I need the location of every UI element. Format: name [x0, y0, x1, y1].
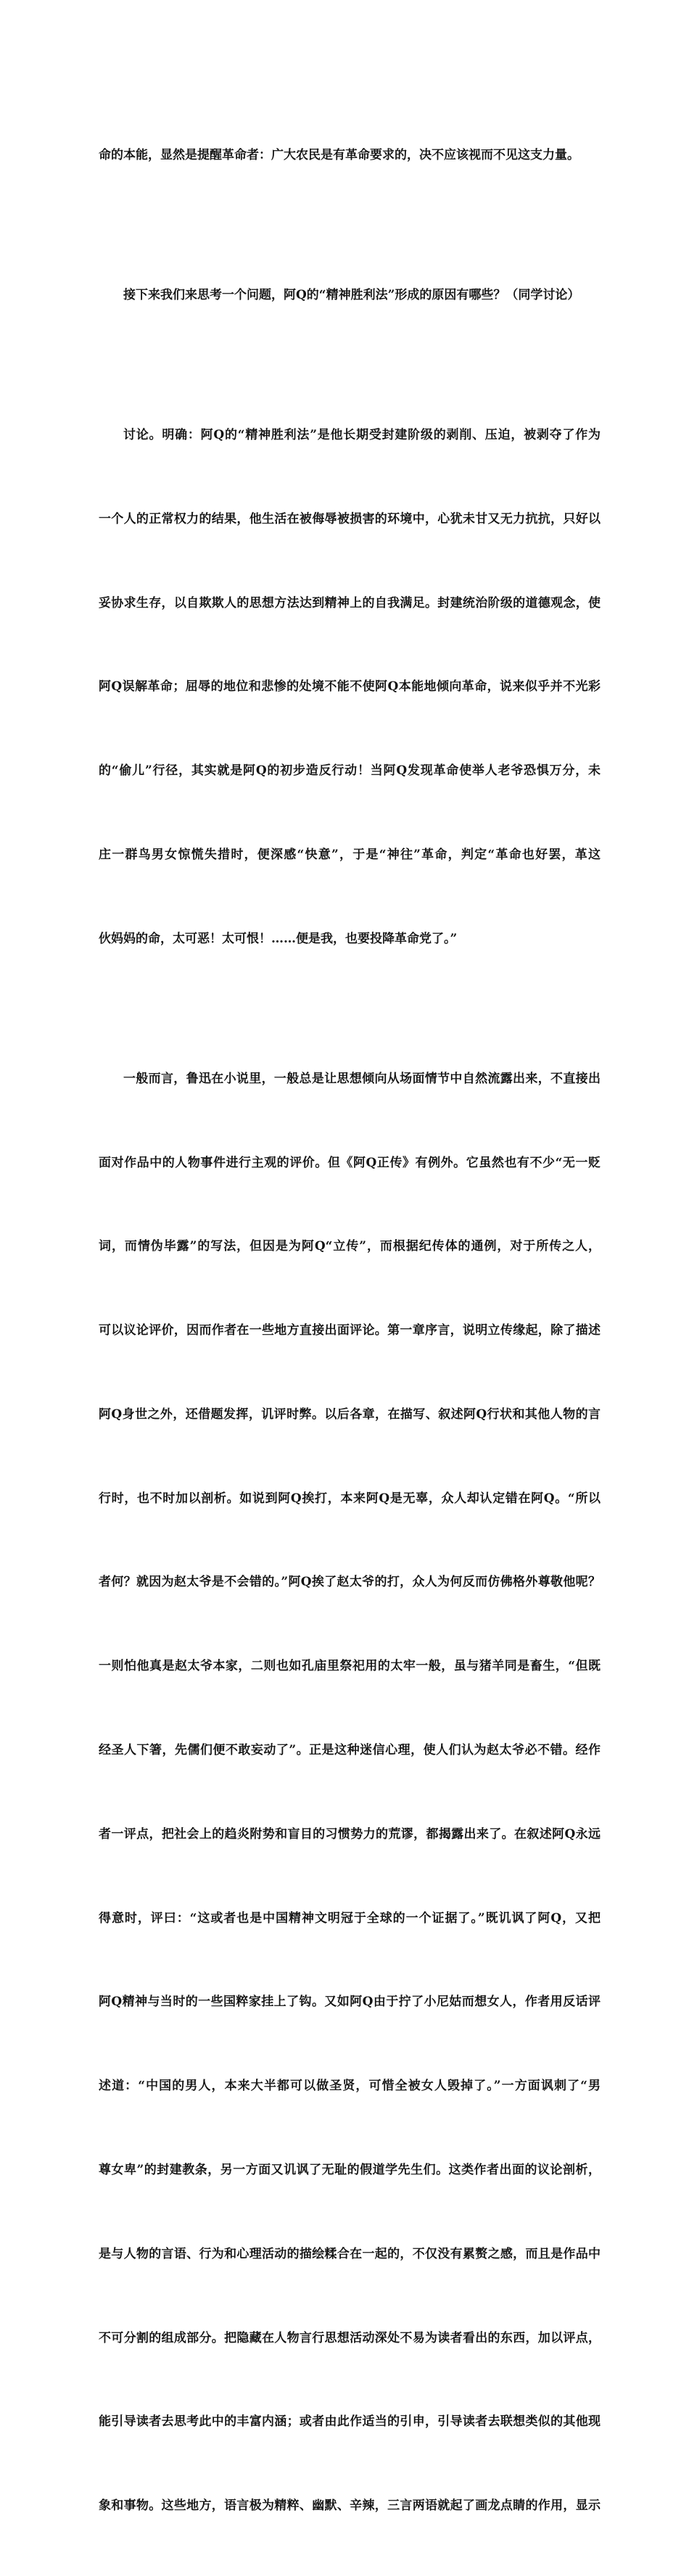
text-line: 词，而情伪毕露”的写法，但因是为阿Q“立传”，而根据纪传体的通例，对于所传之人，	[99, 1239, 601, 1254]
text-line: 讨论。明确：阿Q的“精神胜利法”是他长期受封建阶级的剥削、压迫，被剥夺了作为	[123, 428, 601, 443]
text-line: 者何？就因为赵太爷是不会错的。”阿Q挨了赵太爷的打，众人为何反而仿佛格外尊敬他呢？	[99, 1575, 601, 1590]
text-line: 一个人的正常权力的结果，他生活在被侮辱被损害的环境中，心犹未甘又无力抗抗，只好以	[99, 511, 601, 526]
text-line: 象和事物。这些地方，语言极为精粹、幽默、辛辣，三言两语就起了画龙点睛的作用，显示	[99, 2498, 601, 2514]
paragraph-4	[99, 1009, 601, 2576]
text-line: 是与人物的言语、行为和心理活动的描绘糅合在一起的，不仅没有累赘之感，而且是作品中	[99, 2246, 601, 2261]
text-line: 行时，也不时加以剖析。如说到阿Q挨打，本来阿Q是无辜，众人却认定错在阿Q。“所以	[99, 1491, 601, 1506]
text-line: 妥协求生存，以自欺欺人的思想方法达到精神上的自我满足。封建统治阶级的道德观念，使	[99, 595, 601, 610]
paragraph-2	[99, 225, 601, 365]
text-line: 的“偷儿”行径，其实就是阿Q的初步造反行动！当阿Q发现革命使举人老爷恐惧万分，未	[99, 763, 601, 779]
text-line: 者一评点，把社会上的趋炎附势和盲目的习惯势力的荒谬，都揭露出来了。在叙述阿Q永远	[99, 1826, 601, 1842]
text-line: 伙妈妈的命，太可恶！太可恨！……便是我，也要投降革命党了。”	[99, 931, 458, 946]
paragraph-1	[99, 86, 601, 225]
paragraph-3	[99, 365, 601, 1009]
text-line: 尊女卑”的封建教条，另一方面又讥讽了无耻的假道学先生们。这类作者出面的议论剖析，	[99, 2162, 601, 2177]
text-line: 庄一群鸟男女惊慌失措时，便深感“快意”，于是“神往”革命，判定“革命也好罢，革这	[99, 848, 601, 863]
text-line: 不可分割的组成部分。把隐藏在人物言行思想活动深处不易为读者看出的东西，加以评点，	[99, 2330, 601, 2345]
text-line: 能引导读者去思考此中的丰富内涵；或者由此作适当的引申，引导读者去联想类似的其他现	[99, 2414, 601, 2430]
text-line: 面对作品中的人物事件进行主观的评价。但《阿Q正传》有例外。它虽然也有不少“无一贬	[99, 1155, 601, 1170]
text-line: 命的本能，显然是提醒革命者：广大农民是有革命要求的，决不应该视而不见这支力量。	[99, 148, 579, 163]
text-line: 阿Q精神与当时的一些国粹家挂上了钩。又如阿Q由于拧了小尼姑而想女人，作者用反话评	[99, 1995, 601, 2010]
text-line: 一则怕他真是赵太爷本家，二则也如孔庙里祭祀用的太牢一般，虽与猪羊同是畜生，“但既	[99, 1659, 601, 1674]
text-line: 经圣人下箸，先儒们便不敢妄动了”。正是这种迷信心理，使人们认为赵太爷必不错。经作	[99, 1743, 601, 1758]
text-line: 阿Q身世之外，还借题发挥，讥评时弊。以后各章，在描写、叙述阿Q行状和其他人物的言	[99, 1407, 601, 1422]
text-line: 接下来我们来思考一个问题，阿Q的“精神胜利法”形成的原因有哪些？（同学讨论）	[123, 288, 580, 303]
text-line: 可以议论评价，因而作者在一些地方直接出面评论。第一章序言，说明立传缘起，除了描述	[99, 1323, 601, 1338]
text-line: 述道：“中国的男人，本来大半都可以做圣贤，可惜全被女人毁掉了。”一方面讽刺了“男	[99, 2079, 601, 2094]
text-line: 一般而言，鲁迅在小说里，一般总是让思想倾向从场面情节中自然流露出来，不直接出	[123, 1071, 601, 1086]
text-line: 得意时，评曰：“这或者也是中国精神文明冠于全球的一个证据了。”既讥讽了阿Q，又把	[99, 1910, 601, 1926]
document-body	[99, 86, 601, 2576]
text-line: 阿Q误解革命；屈辱的地位和悲惨的处境不能不使阿Q本能地倾向革命，说来似乎并不光彩	[99, 679, 601, 695]
